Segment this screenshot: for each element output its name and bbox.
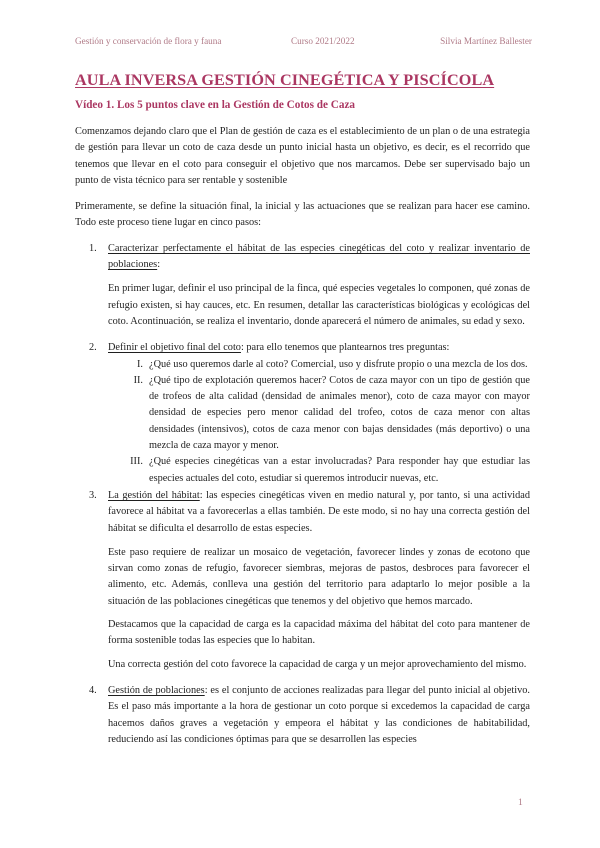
question-text: ¿Qué tipo de explotación queremos hacer? Cotos de caza mayor con un tipo de gestión que de trofeos de alta calidad (densidad de animales menor), coto de caza mayor con mayor densidad de especies pero menor calidad del trofeo, cotos de caza menor con altas densidades (intensivos), cotos de caza menor con bajas densidades (más deportivo) o una mezcla de caza mayor y menor. <box>149 374 530 452</box>
step-heading-suffix: : es el conjunto de acciones realizadas para llegar del punto inicial al objetivo. Es el paso más importante a la hora de gestionar un coto porque si excedemos la capacidad de carga hacemos daños graves a vegetación y empeora el hábitat y las condiciones de habitabilidad, reduciendo así las condiciones óptimas para que se desarrollen las especies <box>108 684 530 745</box>
step-number: 2. <box>89 342 97 354</box>
step-heading: Definir el objetivo final del coto <box>108 342 241 354</box>
question-text: ¿Qué uso queremos darle al coto? Comercial, uso y disfrute propio o una mezcla de los dos. <box>149 358 528 370</box>
step-body-paragraph: Una correcta gestión del coto favorece la capacidad de carga y un mejor aprovechamiento del mismo. <box>108 658 527 670</box>
step-heading-suffix: : para ello tenemos que plantearnos tres preguntas: <box>240 342 450 354</box>
step-item-3 <box>75 488 530 673</box>
step-heading-suffix: : las especies cinegéticas viven en medio natural y, por tanto, si una actividad favorece al hábitat va a favorecerlas a ellas también. De este modo, si no hay una correcta gestión del hábitat se dificulta el desarrollo de estas especies. <box>108 489 530 534</box>
step-item-1 <box>75 241 530 330</box>
step-body-paragraph: Destacamos que la capacidad de carga es la capacidad máxima del hábitat del coto para mantener de forma sostenible todas las especies que lo habitan. <box>108 619 530 647</box>
step-body-paragraph: Este paso requiere de realizar un mosaico de vegetación, favorecer lindes y zonas de ecotono que sirvan como zonas de refugio, favorecer siembras, mejoras de pastos, desbroces para favorecer el alimento, etc. Además, conlleva una gestión del territorio para adaptarlo lo mejor posible a la situación de las poblaciones cinegéticas que tenemos y del objetivo que hemos marcado. <box>108 546 530 607</box>
step-number: 3. <box>89 489 97 501</box>
section-subtitle: Vídeo 1. Los 5 puntos clave en la Gestión de Cotos de Caza <box>75 99 356 111</box>
question-text: ¿Qué especies cinegéticas van a estar involucradas? Para responder hay que estudiar las especies actuales del coto, estudiar si queremos introducir nuevas, etc. <box>149 456 530 484</box>
step-heading: Caracterizar perfectamente el hábitat de las especies cinegéticas del coto y realizar inventario de poblaciones <box>108 242 530 271</box>
question-numeral: II. <box>133 374 143 386</box>
step-heading-suffix: : <box>157 259 161 271</box>
intro-paragraph: Comenzamos dejando claro que el Plan de gestión de caza es el establecimiento de un plan o de una estrategia de gestión para llevar un coto de caza desde un punto inicial hasta un objetivo, es decir, es el recorrido que tenemos que llevar en el coto para conseguir el objetivo que nos marcamos. Debe ser supervisado bajo un punto de vista técnico para ser rentable y sostenible <box>75 126 530 186</box>
step-heading: La gestión del hábitat <box>108 489 200 501</box>
header-course: Gestión y conservación de flora y fauna <box>75 36 222 46</box>
question-item <box>108 454 530 487</box>
step-number: 4. <box>89 684 97 696</box>
question-item <box>108 357 530 373</box>
question-item <box>108 373 530 454</box>
question-numeral: I. <box>136 358 143 370</box>
document-body <box>75 70 530 748</box>
header-author: Silvia Martínez Ballester <box>440 36 532 46</box>
page-number: 1 <box>518 798 523 808</box>
steps-intro-paragraph: Primeramente, se define la situación final, la inicial y las actuaciones que se realizan para hacer ese camino. Todo este proceso tiene lugar en cinco pasos: <box>75 201 530 229</box>
step-heading: Gestión de poblaciones <box>108 684 205 696</box>
question-numeral: III. <box>130 456 143 468</box>
document-title: AULA INVERSA GESTIÓN CINEGÉTICA Y PISCÍCOLA <box>75 71 495 89</box>
step-item-4 <box>75 683 530 748</box>
step-item-2 <box>75 340 530 487</box>
page-header <box>75 36 532 48</box>
step-number: 1. <box>89 242 97 254</box>
questions-list <box>108 357 530 487</box>
header-year: Curso 2021/2022 <box>291 36 355 46</box>
steps-list <box>75 241 530 748</box>
step-body-paragraph: En primer lugar, definir el uso principal de la finca, qué especies vegetales lo componen, qué zonas de refugio existen, si hay cauces, etc. En resumen, detallar las características biológicas y ecológicas del coto. Acontinuación, se realiza el inventario, donde aparecerá el número de animales, su edad y sexo. <box>108 283 530 327</box>
